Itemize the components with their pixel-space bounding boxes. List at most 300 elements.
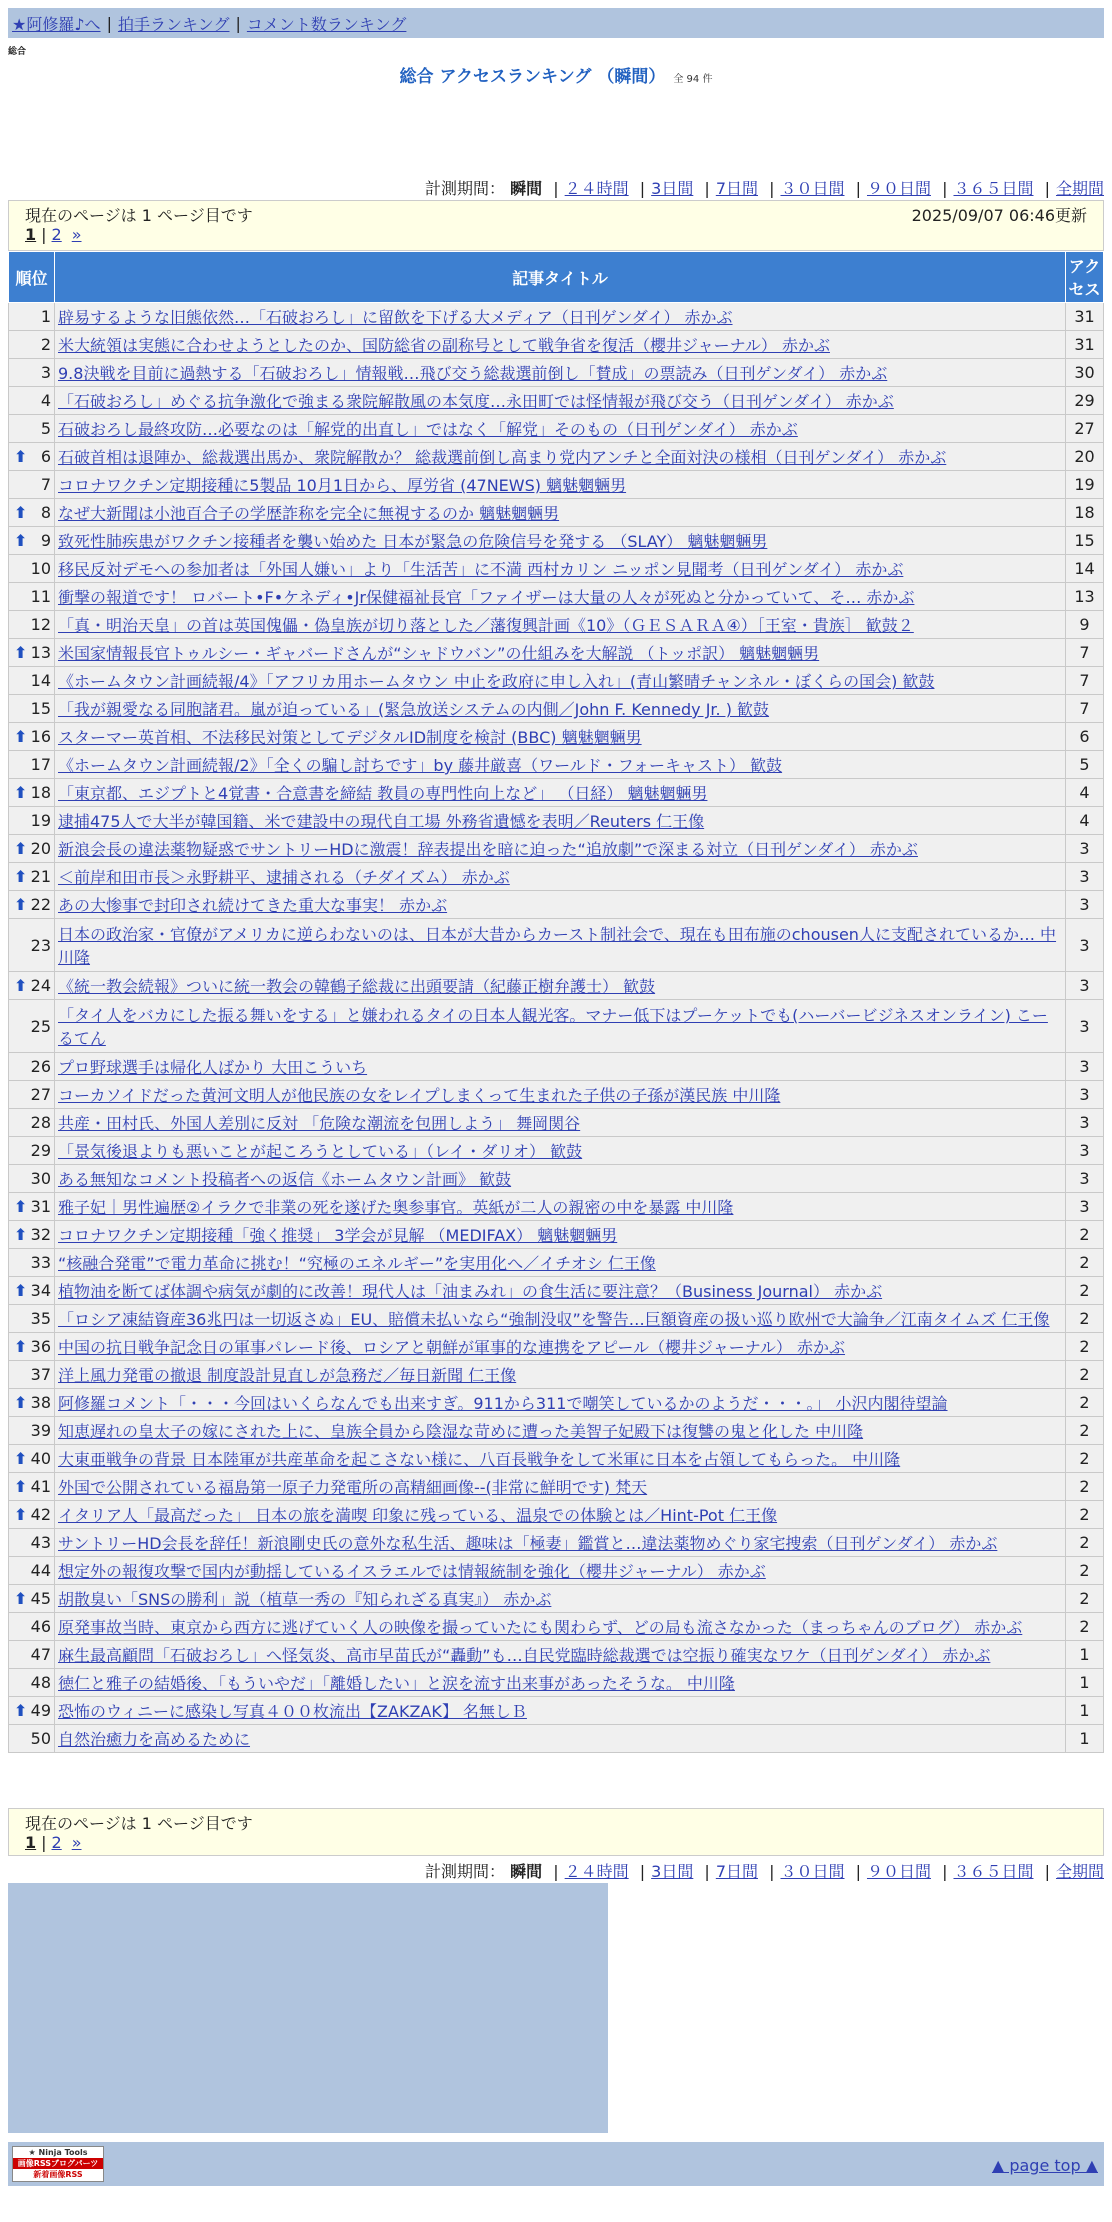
rank-number: 19 (30, 811, 51, 830)
article-link[interactable]: 外国で公開されている福島第一原子力発電所の高精細画像--(非常に鮮明です) 梵天 (58, 1478, 648, 1497)
rank-number: 36 (30, 1337, 51, 1356)
rank-cell (9, 1193, 55, 1221)
comment-ranking-link[interactable]: コメント数ランキング (246, 14, 407, 34)
table-row (9, 499, 1104, 527)
rank-number: 45 (30, 1589, 51, 1608)
access-count: 3 (1066, 863, 1104, 891)
article-link[interactable]: 中国の抗日戦争記念日の軍事パレード後、ロシアと朝鮮が軍事的な連携をアピール（櫻井ジャーナル） 赤かぶ (58, 1338, 846, 1357)
rank-number: 17 (30, 755, 51, 774)
article-link[interactable]: “核融合発電”で電力革命に挑む！“究極のエネルギー”を実用化へ／イチオシ 仁王像 (58, 1254, 656, 1273)
rank-number: 6 (40, 447, 51, 466)
footer (8, 2142, 1104, 2186)
rank-number: 34 (30, 1281, 51, 1300)
article-link[interactable]: 《統一教会続報》ついに統一教会の韓鶴子総裁に出頭要請（紀藤正樹弁護士） 歓鼓 (58, 977, 656, 996)
rank-number: 46 (30, 1617, 51, 1636)
ad-placeholder (8, 1883, 608, 2133)
period-all-link[interactable]: 全期間 (1055, 179, 1104, 198)
rank-number: 3 (40, 363, 51, 382)
access-count: 2 (1066, 1445, 1104, 1473)
page-top-link[interactable]: ▲ page top ▲ (991, 2156, 1098, 2175)
article-link[interactable]: ある無知なコメント投稿者への返信《ホームタウン計画》 歓鼓 (58, 1170, 512, 1189)
table-row (9, 331, 1104, 359)
title-cell (55, 695, 1066, 723)
rank-number: 1 (40, 307, 51, 326)
title-cell (55, 1137, 1066, 1165)
period-7d-link[interactable]: 7日間 (715, 179, 758, 198)
rank-number: 7 (40, 475, 51, 494)
article-link[interactable]: 「景気後退よりも悪いことが起ころうとしている」（レイ・ダリオ） 歓鼓 (58, 1142, 583, 1161)
rank-up-arrow-icon: ⬆ (14, 783, 28, 802)
pager-top: 現在のページは 1 ページ目です 2025/09/07 06:46更新 1 | 2 » (8, 200, 1104, 251)
rank-number: 16 (30, 727, 51, 746)
article-link[interactable]: 洋上風力発電の撤退 制度設計見直しが急務だ／毎日新聞 仁王像 (58, 1366, 517, 1385)
title-cell (55, 1473, 1066, 1501)
rank-cell (9, 1137, 55, 1165)
title-cell (55, 1501, 1066, 1529)
rank-number: 35 (30, 1309, 51, 1328)
rank-cell (9, 835, 55, 863)
category-label: 総合 (8, 47, 27, 57)
rank-number: 20 (30, 839, 51, 858)
title-cell (55, 1053, 1066, 1081)
period-90d-link[interactable]: ９０日間 (866, 179, 931, 198)
rank-cell (9, 1641, 55, 1669)
article-link[interactable]: 致死性肺疾患がワクチン接種者を襲い始めた 日本が緊急の危険信号を発する （SLAY） 魑魅魍魎男 (58, 532, 768, 551)
period-7d-link[interactable]: 7日間 (715, 1862, 758, 1881)
article-link[interactable]: 麻生最高顧問「石破おろし」へ怪気炎、高市早苗氏が“轟動”も…自民党臨時総裁選では空振り確実なワケ（日刊ゲンダイ） 赤かぶ (58, 1646, 991, 1665)
article-link[interactable]: 移民反対デモへの参加者は「外国人嫌い」より「生活苦」に不満 西村カリン ニッポン見聞考（日刊ゲンダイ） 赤かぶ (58, 560, 904, 579)
article-link[interactable]: 逮捕475人で大半が韓国籍、米で建設中の現代自工場 外務省遺憾を表明／Reuters 仁王像 (58, 812, 705, 831)
table-row (9, 1725, 1104, 1753)
period-current: 瞬間 (510, 179, 543, 198)
period-24h-link[interactable]: ２４時間 (564, 179, 629, 198)
title-cell (55, 639, 1066, 667)
rank-cell (9, 1473, 55, 1501)
article-link[interactable]: 9.8決戦を目前に過熱する「石破おろし」情報戦…飛び交う総裁選前倒し「賛成」の票読み（日刊ゲンダイ） 赤かぶ (58, 364, 888, 383)
access-count: 2 (1066, 1585, 1104, 1613)
rank-number: 29 (30, 1141, 51, 1160)
table-row (9, 583, 1104, 611)
table-row (9, 751, 1104, 779)
rank-cell (9, 1053, 55, 1081)
article-link[interactable]: 新浪会長の違法薬物疑惑でサントリーHDに激震！辞表提出を暗に迫った“追放劇”で深まる対立（日刊ゲンダイ） 赤かぶ (58, 840, 918, 859)
period-365d-link[interactable]: ３６５日間 (953, 179, 1034, 198)
table-row (9, 611, 1104, 639)
article-link[interactable]: 雅子妃｜男性遍歴②イラクで非業の死を遂げた奥参事官。英紙が二人の親密の中を暴露 中川隆 (58, 1198, 734, 1217)
rank-cell (9, 1669, 55, 1697)
access-count: 2 (1066, 1557, 1104, 1585)
table-row (9, 1641, 1104, 1669)
rank-cell (9, 583, 55, 611)
article-link[interactable]: 石破首相は退陣か、総裁選出馬か、衆院解散か？ 総裁選前倒し高まり党内アンチと全面対決の様相（日刊ゲンダイ） 赤かぶ (58, 448, 947, 467)
rank-number: 21 (30, 867, 51, 886)
rank-cell (9, 1221, 55, 1249)
article-link[interactable]: 《ホームタウン計画続報/2》「全くの騙し討ちです」by 藤井厳喜（ワールド・フォーキャスト） 歓鼓 (58, 756, 783, 775)
period-all-link[interactable]: 全期間 (1055, 1862, 1104, 1881)
rank-cell (9, 1081, 55, 1109)
article-link[interactable]: コーカソイドだった黄河文明人が他民族の女をレイプしまくって生まれた子供の子孫が漢民族 中川隆 (58, 1086, 781, 1105)
access-count: 3 (1066, 1053, 1104, 1081)
rank-number: 47 (30, 1645, 51, 1664)
table-row (9, 443, 1104, 471)
table-row (9, 1501, 1104, 1529)
period-30d-link[interactable]: ３０日間 (780, 1862, 845, 1881)
access-count: 2 (1066, 1501, 1104, 1529)
table-row (9, 723, 1104, 751)
table-row (9, 471, 1104, 499)
article-link[interactable]: 石破おろし最終攻防…必要なのは「解党的出直し」ではなく「解党」そのもの（日刊ゲンダイ） 赤かぶ (58, 420, 798, 439)
access-count: 3 (1066, 972, 1104, 1000)
access-header: アクセス (1066, 252, 1104, 303)
access-count: 3 (1066, 891, 1104, 919)
title-cell (55, 527, 1066, 555)
table-row (9, 1000, 1104, 1053)
separator: | (235, 13, 241, 33)
title-cell (55, 1529, 1066, 1557)
rank-cell (9, 1361, 55, 1389)
rank-number: 43 (30, 1533, 51, 1552)
table-row (9, 1333, 1104, 1361)
rank-cell (9, 695, 55, 723)
ranking-body (9, 303, 1104, 1753)
table-row (9, 1417, 1104, 1445)
article-link[interactable]: イタリア人「最高だった」 日本の旅を満喫 印象に残っている、温泉での体験とは／Hint-Pot 仁王像 (58, 1506, 778, 1525)
period-30d-link[interactable]: ３０日間 (780, 179, 845, 198)
rank-cell (9, 1165, 55, 1193)
period-label: 計測期間： (425, 1862, 506, 1881)
article-link[interactable]: スターマー英首相、不法移民対策としてデジタルID制度を検討 (BBC) 魑魅魍魎男 (58, 728, 642, 747)
rank-number: 8 (40, 503, 51, 522)
table-row (9, 1193, 1104, 1221)
title-cell (55, 1109, 1066, 1137)
table-row (9, 972, 1104, 1000)
rank-number: 28 (30, 1113, 51, 1132)
next-page-link[interactable]: » (71, 1833, 82, 1852)
next-page-link[interactable]: » (71, 225, 82, 244)
access-count: 2 (1066, 1361, 1104, 1389)
article-link[interactable]: 恐怖のウィニーに感染し写真４００枚流出【ZAKZAK】 名無しＢ (58, 1702, 527, 1721)
title-cell (55, 1557, 1066, 1585)
access-count: 7 (1066, 695, 1104, 723)
article-link[interactable]: プロ野球選手は帰化人ばかり 大田こういち (58, 1058, 368, 1077)
table-row (9, 1277, 1104, 1305)
access-count: 30 (1066, 359, 1104, 387)
article-link[interactable]: 徳仁と雅子の結婚後、「もういやだ」「離婚したい」と涙を流す出来事があったそうな。 中川隆 (58, 1674, 735, 1693)
clap-ranking-link[interactable]: 拍手ランキング (117, 14, 230, 34)
title-cell (55, 972, 1066, 1000)
access-count: 2 (1066, 1417, 1104, 1445)
period-365d-link[interactable]: ３６５日間 (953, 1862, 1034, 1881)
period-current: 瞬間 (510, 1862, 543, 1881)
rank-up-arrow-icon: ⬆ (14, 1281, 28, 1300)
table-row (9, 1613, 1104, 1641)
rank-number: 41 (30, 1477, 51, 1496)
title-cell (55, 1725, 1066, 1753)
access-count: 2 (1066, 1473, 1104, 1501)
access-count: 3 (1066, 919, 1104, 972)
access-count: 2 (1066, 1333, 1104, 1361)
total-count: 全 94 件 (673, 74, 713, 85)
article-link[interactable]: 辟易するような旧態依然…「石破おろし」に留飲を下げる大メディア（日刊ゲンダイ） 赤かぶ (58, 308, 733, 327)
article-link[interactable]: 自然治癒力を高めるために (58, 1730, 251, 1749)
rank-cell (9, 611, 55, 639)
title-cell (55, 1417, 1066, 1445)
rank-number: 10 (30, 559, 51, 578)
article-link[interactable]: 《ホームタウン計画続報/4》「アフリカ用ホームタウン 中止を政府に申し入れ」(青山繁晴チャンネル・ぼくらの国会) 歓鼓 (58, 672, 935, 691)
rank-up-arrow-icon: ⬆ (14, 867, 28, 886)
title-cell (55, 919, 1066, 972)
rank-cell (9, 1445, 55, 1473)
rank-cell (9, 639, 55, 667)
rank-number: 2 (40, 335, 51, 354)
rank-cell (9, 1305, 55, 1333)
rank-cell (9, 359, 55, 387)
rank-cell (9, 807, 55, 835)
rank-up-arrow-icon: ⬆ (14, 1477, 28, 1496)
article-link[interactable]: 「我が親愛なる同胞諸君。嵐が迫っている」(緊急放送システムの内側／John F. Kennedy Jr. ) 歓鼓 (58, 700, 770, 719)
article-link[interactable]: あの大惨事で封印され続けてきた重大な事実！ 赤かぶ (58, 896, 448, 915)
article-link[interactable]: 共産・田村氏、外国人差別に反対 「危険な潮流を包囲しよう」 舞岡関谷 (58, 1114, 581, 1133)
rank-up-arrow-icon: ⬆ (14, 1589, 28, 1608)
article-link[interactable]: ＜前岸和田市長＞永野耕平、逮捕される（チダイズム） 赤かぶ (58, 868, 510, 887)
rss-blogparts-badge[interactable] (12, 2146, 104, 2182)
rank-number: 9 (40, 531, 51, 550)
access-count: 3 (1066, 1081, 1104, 1109)
title-cell (55, 1669, 1066, 1697)
title-cell (55, 359, 1066, 387)
title-cell (55, 1613, 1066, 1641)
article-link[interactable]: 植物油を断てば体調や病気が劇的に改善！現代人は「油まみれ」の食生活に要注意？（Business Journal） 赤かぶ (58, 1282, 883, 1301)
rank-number: 23 (30, 935, 51, 955)
rank-cell (9, 1697, 55, 1725)
access-count: 31 (1066, 331, 1104, 359)
rank-number: 18 (30, 783, 51, 802)
rank-number: 38 (30, 1393, 51, 1412)
table-row (9, 415, 1104, 443)
access-count: 2 (1066, 1221, 1104, 1249)
access-count: 31 (1066, 303, 1104, 331)
period-label: 計測期間： (425, 179, 506, 198)
table-row (9, 1081, 1104, 1109)
access-count: 1 (1066, 1641, 1104, 1669)
period-24h-link[interactable]: ２４時間 (564, 1862, 629, 1881)
article-link[interactable]: 日本の政治家・官僚がアメリカに逆らわないのは、日本が大昔からカースト制社会で、現在も田布施のchousen人に支配されているか… 中川隆 (58, 925, 1057, 967)
badge-mid-text: 画像RSSブログパーツ (13, 2158, 103, 2169)
separator: | (106, 13, 112, 33)
access-count: 13 (1066, 583, 1104, 611)
access-count: 18 (1066, 499, 1104, 527)
access-count: 2 (1066, 1305, 1104, 1333)
table-row (9, 1137, 1104, 1165)
period-3d-link[interactable]: 3日間 (651, 1862, 694, 1881)
period-90d-link[interactable]: ９０日間 (866, 1862, 931, 1881)
page-status: 現在のページは 1 ページ目です (25, 1814, 253, 1833)
rank-cell (9, 415, 55, 443)
rank-cell (9, 1529, 55, 1557)
rank-number: 15 (30, 699, 51, 718)
table-row (9, 1361, 1104, 1389)
page-1-current: 1 (25, 1833, 37, 1852)
access-count: 19 (1066, 471, 1104, 499)
rank-cell (9, 1000, 55, 1053)
access-count: 5 (1066, 751, 1104, 779)
rank-number: 22 (30, 895, 51, 914)
article-link[interactable]: 原発事故当時、東京から西方に逃げていく人の映像を撮っていたにも関わらず、どの局も流さなかった（まっちゃんのブログ） 赤かぶ (58, 1618, 1023, 1637)
access-count: 3 (1066, 1137, 1104, 1165)
table-row (9, 1445, 1104, 1473)
title-cell (55, 1361, 1066, 1389)
rank-cell (9, 331, 55, 359)
rank-number: 31 (30, 1197, 51, 1216)
rank-number: 49 (30, 1701, 51, 1720)
title-cell (55, 1697, 1066, 1725)
title-cell (55, 1305, 1066, 1333)
rank-up-arrow-icon: ⬆ (14, 643, 28, 662)
title-cell (55, 1333, 1066, 1361)
rank-number: 25 (30, 1016, 51, 1036)
rank-cell (9, 1557, 55, 1585)
access-count: 1 (1066, 1697, 1104, 1725)
page-2-link[interactable]: 2 (51, 225, 62, 244)
rank-number: 37 (30, 1365, 51, 1384)
asyura-home-link[interactable]: ★阿修羅♪へ (12, 14, 101, 34)
rank-cell (9, 499, 55, 527)
rank-cell (9, 1389, 55, 1417)
rank-cell (9, 751, 55, 779)
rank-number: 11 (30, 587, 51, 606)
title-cell (55, 1249, 1066, 1277)
rank-header: 順位 (9, 252, 55, 303)
article-link[interactable]: 米国家情報長官トゥルシー・ギャバードさんが“シャドウバン”の仕組みを大解説 （トッポ訳） 魑魅魍魎男 (58, 644, 820, 663)
table-row (9, 1389, 1104, 1417)
access-count: 27 (1066, 415, 1104, 443)
rank-up-arrow-icon: ⬆ (14, 531, 28, 550)
rank-number: 48 (30, 1673, 51, 1692)
table-row (9, 1221, 1104, 1249)
pager-bottom: 現在のページは 1 ページ目です 1 | 2 » (8, 1808, 1104, 1856)
rank-up-arrow-icon: ⬆ (14, 839, 28, 858)
rank-number: 40 (30, 1449, 51, 1468)
rank-number: 42 (30, 1505, 51, 1524)
access-count: 1 (1066, 1725, 1104, 1753)
table-row (9, 1109, 1104, 1137)
rank-number: 14 (30, 671, 51, 690)
rank-cell (9, 1249, 55, 1277)
ranking-table (8, 251, 1104, 1753)
period-selector-bottom: 計測期間： 瞬間 | ２４時間 | 3日間 | 7日間 | ３０日間 | ９０日間 | ３６５日間 | 全期間 (425, 1862, 1104, 1881)
title-cell (55, 1585, 1066, 1613)
article-link[interactable]: 阿修羅コメント「・・・今回はいくらなんでも出来すぎ。911から311で嘲笑しているかのようだ・・・。」 小沢内閣待望論 (58, 1394, 948, 1413)
access-count: 6 (1066, 723, 1104, 751)
access-count: 7 (1066, 667, 1104, 695)
title-cell (55, 555, 1066, 583)
table-row (9, 1557, 1104, 1585)
rank-up-arrow-icon: ⬆ (14, 1337, 28, 1356)
access-count: 2 (1066, 1529, 1104, 1557)
rank-cell (9, 443, 55, 471)
article-link[interactable]: 「石破おろし」めぐる抗争激化で強まる衆院解散風の本気度…永田町では怪情報が飛び交う（日刊ゲンダイ） 赤かぶ (58, 392, 894, 411)
article-link[interactable]: 知恵遅れの皇太子の嫁にされた上に、皇族全員から陰湿な苛めに遭った美智子妃殿下は復讐の鬼と化した 中川隆 (58, 1422, 864, 1441)
access-count: 2 (1066, 1613, 1104, 1641)
title-cell (55, 387, 1066, 415)
access-count: 1 (1066, 1669, 1104, 1697)
title-cell (55, 807, 1066, 835)
rank-cell (9, 1417, 55, 1445)
rank-cell (9, 779, 55, 807)
article-link[interactable]: 大東亜戦争の背景 日本陸軍が共産革命を起こさない様に、八百長戦争をして米軍に日本を占領してもらった。 中川隆 (58, 1450, 901, 1469)
rank-number: 27 (30, 1085, 51, 1104)
page-2-link[interactable]: 2 (51, 1833, 62, 1852)
table-row (9, 1305, 1104, 1333)
article-link[interactable]: コロナワクチン定期接種に5製品 10月1日から、厚労省 (47NEWS) 魑魅魍魎男 (58, 476, 627, 495)
rank-cell (9, 471, 55, 499)
rank-up-arrow-icon: ⬆ (14, 1701, 28, 1720)
article-link[interactable]: サントリーHD会長を辞任！新浪剛史氏の意外な私生活、趣味は「極妻」鑑賞と…違法薬物めぐり家宅捜索（日刊ゲンダイ） 赤かぶ (58, 1534, 998, 1553)
rank-number: 5 (40, 419, 51, 438)
rank-up-arrow-icon: ⬆ (14, 976, 28, 995)
article-link[interactable]: 胡散臭い「SNSの勝利」説（植草一秀の『知られざる真実』） 赤かぶ (58, 1590, 552, 1609)
rank-number: 12 (30, 615, 51, 634)
rank-cell (9, 723, 55, 751)
table-row (9, 667, 1104, 695)
top-nav (8, 8, 1104, 38)
period-3d-link[interactable]: 3日間 (651, 179, 694, 198)
access-count: 29 (1066, 387, 1104, 415)
table-row (9, 527, 1104, 555)
article-link[interactable]: 衝撃の報道です！ ロバート•F•ケネディ•Jr保健福祉長官「ファイザーは大量の人々が死ぬと分かっていて、そ… 赤かぶ (58, 588, 915, 607)
article-link[interactable]: コロナワクチン定期接種「強く推奨」 3学会が見解 （MEDIFAX） 魑魅魍魎男 (58, 1226, 618, 1245)
rank-cell (9, 1585, 55, 1613)
access-count: 2 (1066, 1277, 1104, 1305)
rank-up-arrow-icon: ⬆ (14, 1505, 28, 1524)
rank-number: 50 (30, 1729, 51, 1748)
access-count: 7 (1066, 639, 1104, 667)
title-cell (55, 1641, 1066, 1669)
rank-up-arrow-icon: ⬆ (14, 727, 28, 746)
title-cell (55, 667, 1066, 695)
title-cell (55, 1000, 1066, 1053)
rank-up-arrow-icon: ⬆ (14, 1225, 28, 1244)
title-cell (55, 1193, 1066, 1221)
badge-bottom-text: 新着画像RSS (33, 2170, 83, 2179)
access-count: 3 (1066, 1109, 1104, 1137)
article-link[interactable]: 「東京都、エジプトと4覚書・合意書を締結 教員の専門性向上など」 （日経） 魑魅魍魎男 (58, 784, 708, 803)
rank-cell (9, 1333, 55, 1361)
title-cell (55, 303, 1066, 331)
access-count: 20 (1066, 443, 1104, 471)
article-link[interactable]: 想定外の報復攻撃で国内が動揺しているイスラエルでは情報統制を強化（櫻井ジャーナル） 赤かぶ (58, 1562, 766, 1581)
title-cell (55, 1389, 1066, 1417)
rank-cell (9, 919, 55, 972)
title-cell (55, 499, 1066, 527)
title-cell (55, 835, 1066, 863)
rank-number: 24 (30, 976, 51, 995)
access-count: 2 (1066, 1389, 1104, 1417)
title-cell (55, 1445, 1066, 1473)
title-cell (55, 891, 1066, 919)
table-row (9, 863, 1104, 891)
article-link[interactable]: 米大統領は実態に合わせようとしたのか、国防総省の副称号として戦争省を復活（櫻井ジャーナル） 赤かぶ (58, 336, 830, 355)
article-link[interactable]: 「真・明治天皇」の首は英国傀儡・偽皇族が切り落とした／藩復興計画《10》（ＧＥＳＡＲＡ④）［王室・貴族］ 歓鼓２ (58, 616, 914, 635)
rank-number: 4 (40, 391, 51, 410)
article-link[interactable]: 「ロシア凍結資産36兆円は一切返さぬ」EU、賠償未払いなら“強制没収”を警告…巨額資産の扱い巡り欧州で大論争／江南タイムズ 仁王像 (58, 1310, 1050, 1329)
article-link[interactable]: なぜ大新聞は小池百合子の学歴詐称を完全に無視するのか 魑魅魍魎男 (58, 504, 560, 523)
rank-cell (9, 387, 55, 415)
table-row (9, 807, 1104, 835)
badge-top-text: ★ Ninja Tools (28, 2148, 88, 2157)
table-row (9, 1669, 1104, 1697)
article-link[interactable]: 「タイ人をバカにした振る舞いをする」と嫌われるタイの日本人観光客。マナー低下はプーケットでも(ハーバービジネスオンライン) こーるてん (58, 1006, 1048, 1048)
